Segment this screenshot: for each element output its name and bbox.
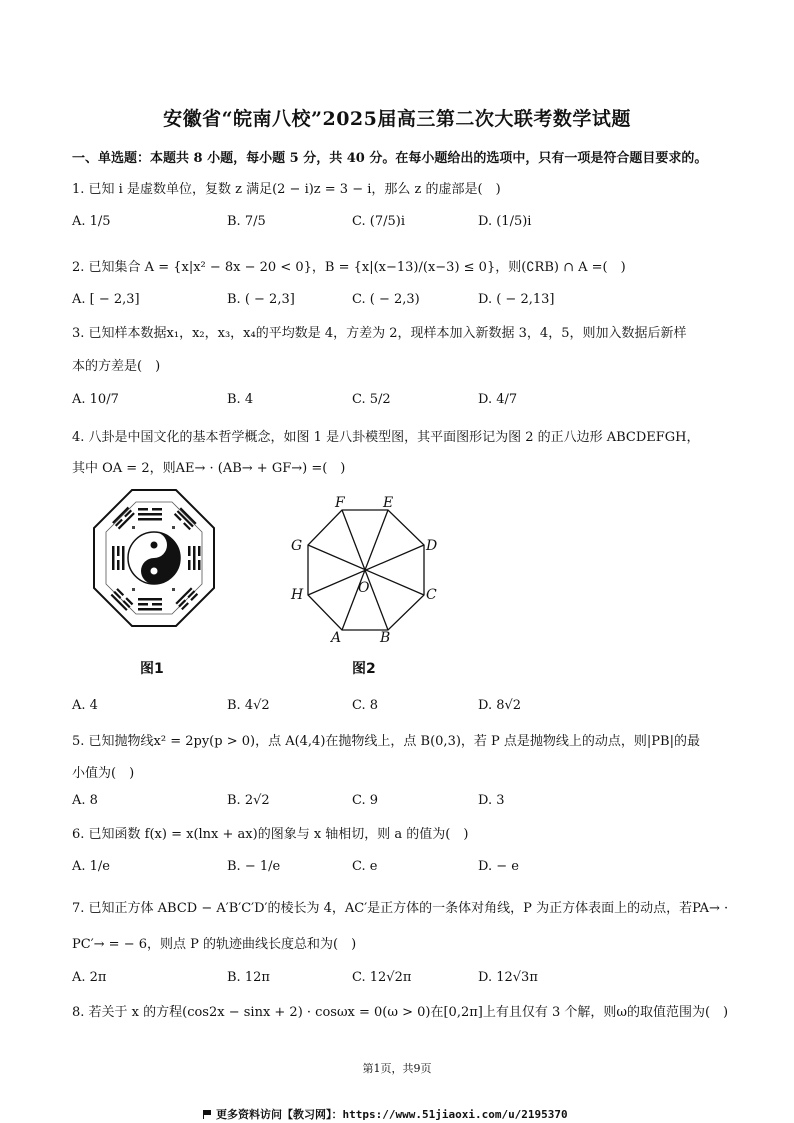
figure-2-caption: 图2	[352, 661, 376, 677]
option-b: B. 2√2	[227, 793, 270, 808]
octagon-figure	[285, 494, 445, 646]
bagua-figure	[92, 488, 216, 658]
question-7-text-cont: PC′→ = − 6，则点 P 的轨迹曲线长度总和为( )	[72, 937, 357, 952]
vertex-f-label: F	[335, 495, 345, 511]
option-a: A. 1/e	[72, 859, 110, 874]
question-2-text: 2. 已知集合 A = {x|x² − 8x − 20 < 0}，B = {x|(x−13)/(x−3) ≤ 0}，则(∁RB) ∩ A =( )	[72, 260, 626, 275]
question-3-text-cont: 本的方差是( )	[72, 359, 161, 374]
vertex-b-label: B	[380, 630, 391, 646]
option-d: D. 3	[478, 793, 505, 808]
option-a: A. [ − 2,3]	[72, 292, 140, 307]
page-number: 第1页，共9页	[362, 1062, 432, 1075]
vertex-a-label: A	[331, 630, 342, 646]
option-b: B. ( − 2,3]	[227, 292, 295, 307]
option-d: D. − e	[478, 859, 519, 874]
option-b: B. 4√2	[227, 698, 270, 713]
question-7-text: 7. 已知正方体 ABCD − A′B′C′D′的棱长为 4，AC′是正方体的一条体对角线，P 为正方体表面上的动点，若PA→ ·	[72, 901, 729, 916]
option-a: A. 8	[72, 793, 98, 808]
option-b: B. 12π	[227, 970, 270, 985]
question-4-text: 4. 八卦是中国文化的基本哲学概念，如图 1 是八卦模型图，其平面图形记为图 2 的正八边形 ABCDEFGH，	[72, 430, 700, 445]
question-8-text: 8. 若关于 x 的方程(cos2x − sinx + 2) · cosωx = 0(ω > 0)在[0,2π]上有且仅有 3 个解，则ω的取值范围为( )	[72, 1005, 729, 1020]
question-4-text-cont: 其中 OA = 2，则AE→ · (AB→ + GF→) =( )	[72, 461, 346, 476]
vertex-h-label: H	[291, 587, 304, 603]
question-1-text: 1. 已知 i 是虚数单位，复数 z 满足(2 − i)z = 3 − i，那么 z 的虚部是( )	[72, 182, 501, 197]
option-d: D. 12√3π	[478, 970, 538, 985]
option-a: A. 10/7	[72, 392, 119, 407]
option-d: D. ( − 2,13]	[478, 292, 555, 307]
option-a: A. 2π	[72, 970, 107, 985]
option-c: C. e	[352, 859, 378, 874]
figure-1-caption: 图1	[140, 661, 164, 677]
question-5-text: 5. 已知抛物线x² = 2py(p > 0)，点 A(4,4)在抛物线上，点 B(0,3)，若 P 点是抛物线上的动点，则|PB|的最	[72, 734, 700, 749]
flag-icon	[203, 1110, 212, 1119]
resource-banner[interactable]	[203, 1106, 568, 1122]
option-c: C. (7/5)i	[352, 214, 405, 229]
vertex-d-label: D	[426, 538, 438, 554]
option-c: C. ( − 2,3)	[352, 292, 420, 307]
question-5-text-cont: 小值为( )	[72, 766, 135, 781]
question-3-text: 3. 已知样本数据x₁，x₂，x₃，x₄的平均数是 4，方差为 2，现样本加入新数据 3，4，5，则加入数据后新样	[72, 326, 687, 341]
option-b: B. 4	[227, 392, 254, 407]
page-title: 安徽省“皖南八校”2025届高三第二次大联考数学试题	[163, 108, 631, 130]
option-c: C. 8	[352, 698, 379, 713]
option-a: A. 1/5	[72, 214, 111, 229]
option-d: D. 8√2	[478, 698, 522, 713]
option-d: D. 4/7	[478, 392, 518, 407]
banner-text[interactable]: 更多资料访问【教习网】：https://www.51jiaoxi.com/u/2195370	[216, 1108, 568, 1121]
option-b: B. − 1/e	[227, 859, 281, 874]
option-c: C. 5/2	[352, 392, 391, 407]
vertex-g-label: G	[291, 538, 303, 554]
option-d: D. (1/5)i	[478, 214, 532, 229]
center-o-label: O	[358, 580, 370, 596]
vertex-e-label: E	[383, 495, 394, 511]
option-b: B. 7/5	[227, 214, 266, 229]
vertex-c-label: C	[426, 587, 437, 603]
section-heading: 一、单选题：本题共 8 小题，每小题 5 分，共 40 分。在每小题给出的选项中，只有一项是符合题目要求的。	[72, 151, 708, 166]
option-c: C. 12√2π	[352, 970, 412, 985]
question-6-text: 6. 已知函数 f(x) = x(lnx + ax)的图象与 x 轴相切，则 a 的值为( )	[72, 827, 469, 842]
option-a: A. 4	[72, 698, 98, 713]
option-c: C. 9	[352, 793, 379, 808]
